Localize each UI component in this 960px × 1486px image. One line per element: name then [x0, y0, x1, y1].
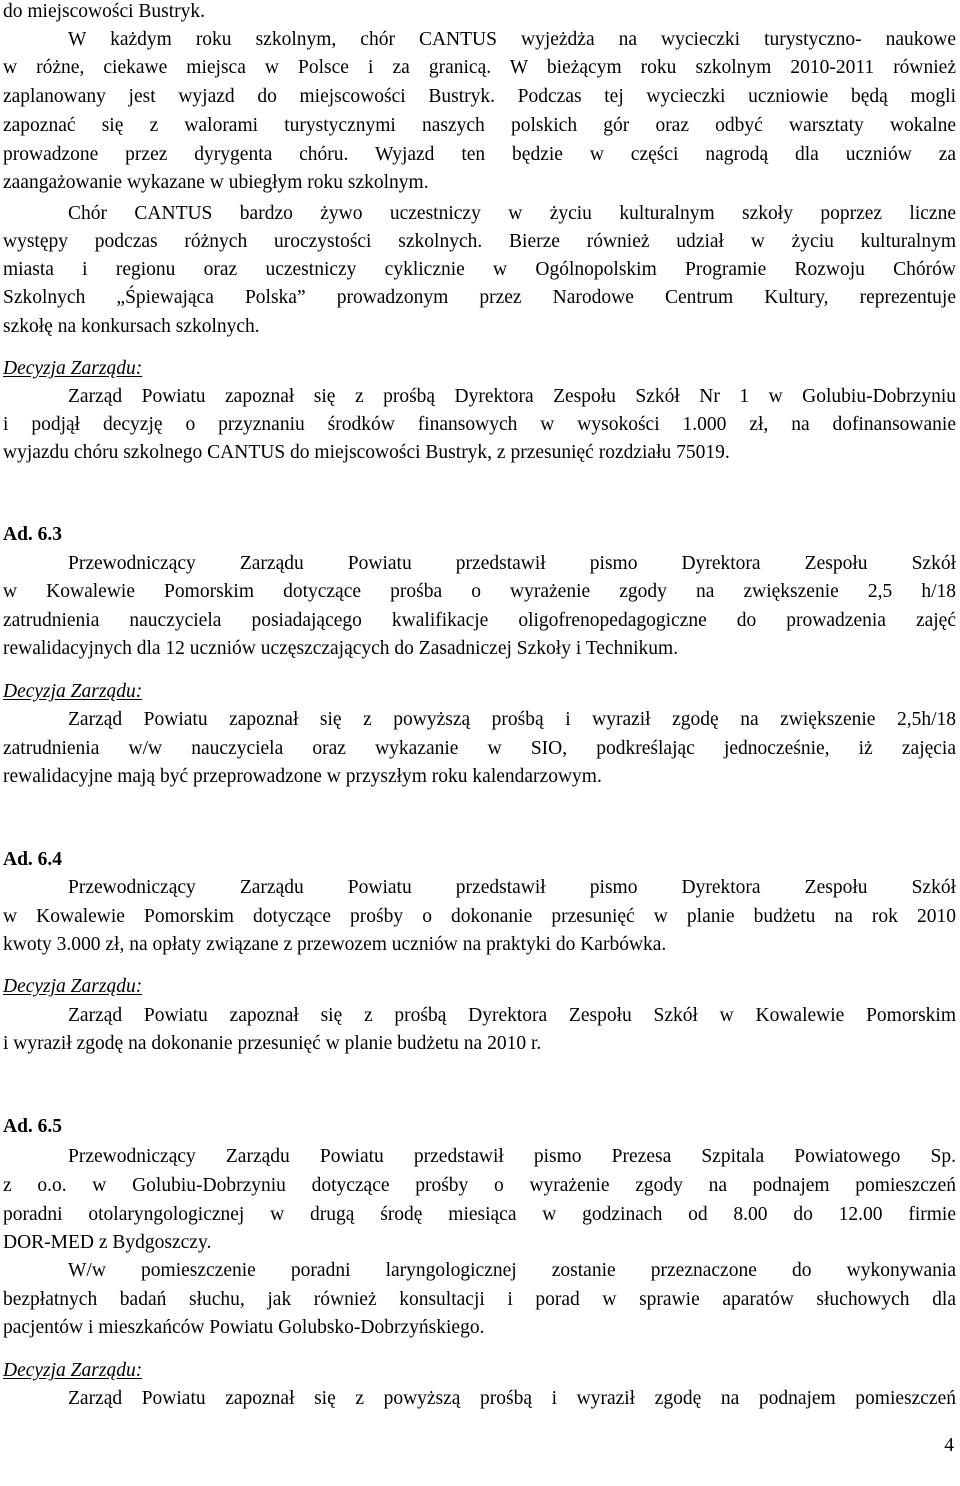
text-line: poradni otolaryngologicznej w drugą środę miesiąca w godzinach od 8.00 do 12.00 firmie	[3, 1204, 956, 1225]
text-line: Przewodniczący Zarządu Powiatu przedstawił pismo Prezesa Szpitala Powiatowego Sp.	[68, 1146, 956, 1167]
section-heading: Ad. 6.3	[3, 524, 63, 545]
text-line: zaangażowanie wykazane w ubiegłym roku szkolnym.	[3, 172, 429, 193]
text-line: rewalidacyjnych dla 12 uczniów uczęszczających do Zasadniczej Szkoły i Technikum.	[3, 638, 679, 659]
text-line: kwoty 3.000 zł, na opłaty związane z przewozem uczniów na praktyki do Karbówka.	[3, 934, 667, 955]
text-line: bezpłatnych badań słuchu, jak również konsultacji i porad w sprawie aparatów słuchowych dla	[3, 1289, 956, 1310]
text-line: Chór CANTUS bardzo żywo uczestniczy w życiu kulturalnym szkoły poprzez liczne	[68, 203, 956, 224]
text-line: Zarząd Powiatu zapoznał się z prośbą Dyrektora Zespołu Szkół w Kowalewie Pomorskim	[68, 1005, 956, 1026]
text-line: Szkolnych „Śpiewająca Polska” prowadzonym przez Narodowe Centrum Kultury, reprezentuje	[3, 287, 956, 308]
text-line: do miejscowości Bustryk.	[3, 1, 206, 22]
decision-heading: Decyzja Zarządu:	[3, 1360, 143, 1381]
text-line: zatrudnienia nauczyciela posiadającego kwalifikacje oligofrenopedagogiczne do prowadzenia zajęć	[3, 610, 956, 631]
section-heading: Ad. 6.4	[3, 849, 63, 870]
text-line: w Kowalewie Pomorskim dotyczące prośby o dokonanie przesunięć w planie budżetu na rok 2010	[3, 906, 956, 927]
text-line: pacjentów i mieszkańców Powiatu Golubsko-Dobrzyńskiego.	[3, 1317, 485, 1338]
text-line: zapoznać się z walorami turystycznymi naszych polskich gór oraz odbyć warsztaty wokalne	[3, 115, 956, 136]
text-line: zatrudnienia w/w nauczyciela oraz wykazanie w SIO, podkreślając jednocześnie, iż zajęcia	[3, 738, 956, 759]
section-heading: Ad. 6.5	[3, 1116, 63, 1137]
text-line: W/w pomieszczenie poradni laryngologicznej zostanie przeznaczone do wykonywania	[68, 1260, 956, 1281]
text-line: w różne, ciekawe miejsca w Polsce i za granicą. W bieżącym roku szkolnym 2010-2011 również	[3, 57, 956, 78]
text-line: DOR-MED z Bydgoszczy.	[3, 1232, 212, 1253]
text-line: w Kowalewie Pomorskim dotyczące prośba o wyrażenie zgody na zwiększenie 2,5 h/18	[3, 581, 956, 602]
text-line: miasta i regionu oraz uczestniczy cyklicznie w Ogólnopolskim Programie Rozwoju Chórów	[3, 259, 956, 280]
text-line: rewalidacyjne mają być przeprowadzone w przyszłym roku kalendarzowym.	[3, 766, 602, 787]
text-line: Zarząd Powiatu zapoznał się z prośbą Dyrektora Zespołu Szkół Nr 1 w Golubiu-Dobrzyniu	[68, 386, 956, 407]
text-line: Zarząd Powiatu zapoznał się z powyższą prośbą i wyraził zgodę na podnajem pomieszczeń	[68, 1388, 956, 1409]
decision-heading: Decyzja Zarządu:	[3, 681, 143, 702]
text-line: W każdym roku szkolnym, chór CANTUS wyjeżdża na wycieczki turystyczno- naukowe	[68, 29, 956, 50]
text-line: i wyraził zgodę na dokonanie przesunięć w planie budżetu na 2010 r.	[3, 1033, 542, 1054]
text-line: wyjazdu chóru szkolnego CANTUS do miejscowości Bustryk, z przesunięć rozdziału 75019.	[3, 442, 730, 463]
text-line: prowadzone przez dyrygenta chóru. Wyjazd ten będzie w części nagrodą dla uczniów za	[3, 144, 956, 165]
text-line: z o.o. w Golubiu-Dobrzyniu dotyczące prośby o wyrażenie zgody na podnajem pomieszczeń	[3, 1175, 956, 1196]
text-line: Przewodniczący Zarządu Powiatu przedstawił pismo Dyrektora Zespołu Szkół	[68, 877, 956, 898]
text-line: Przewodniczący Zarządu Powiatu przedstawił pismo Dyrektora Zespołu Szkół	[68, 553, 956, 574]
decision-heading: Decyzja Zarządu:	[3, 976, 143, 997]
text-line: zaplanowany jest wyjazd do miejscowości Bustryk. Podczas tej wycieczki uczniowie będą mogli	[3, 86, 956, 107]
text-line: i podjął decyzję o przyznaniu środków finansowych w wysokości 1.000 zł, na dofinansowanie	[3, 414, 956, 435]
page-number: 4	[944, 1435, 954, 1456]
text-line: Zarząd Powiatu zapoznał się z powyższą prośbą i wyraził zgodę na zwiększenie 2,5h/18	[68, 709, 956, 730]
decision-heading: Decyzja Zarządu:	[3, 358, 143, 379]
text-line: występy podczas różnych uroczystości szkolnych. Bierze również udział w życiu kulturalnym	[3, 231, 956, 252]
text-line: szkołę na konkursach szkolnych.	[3, 316, 260, 337]
